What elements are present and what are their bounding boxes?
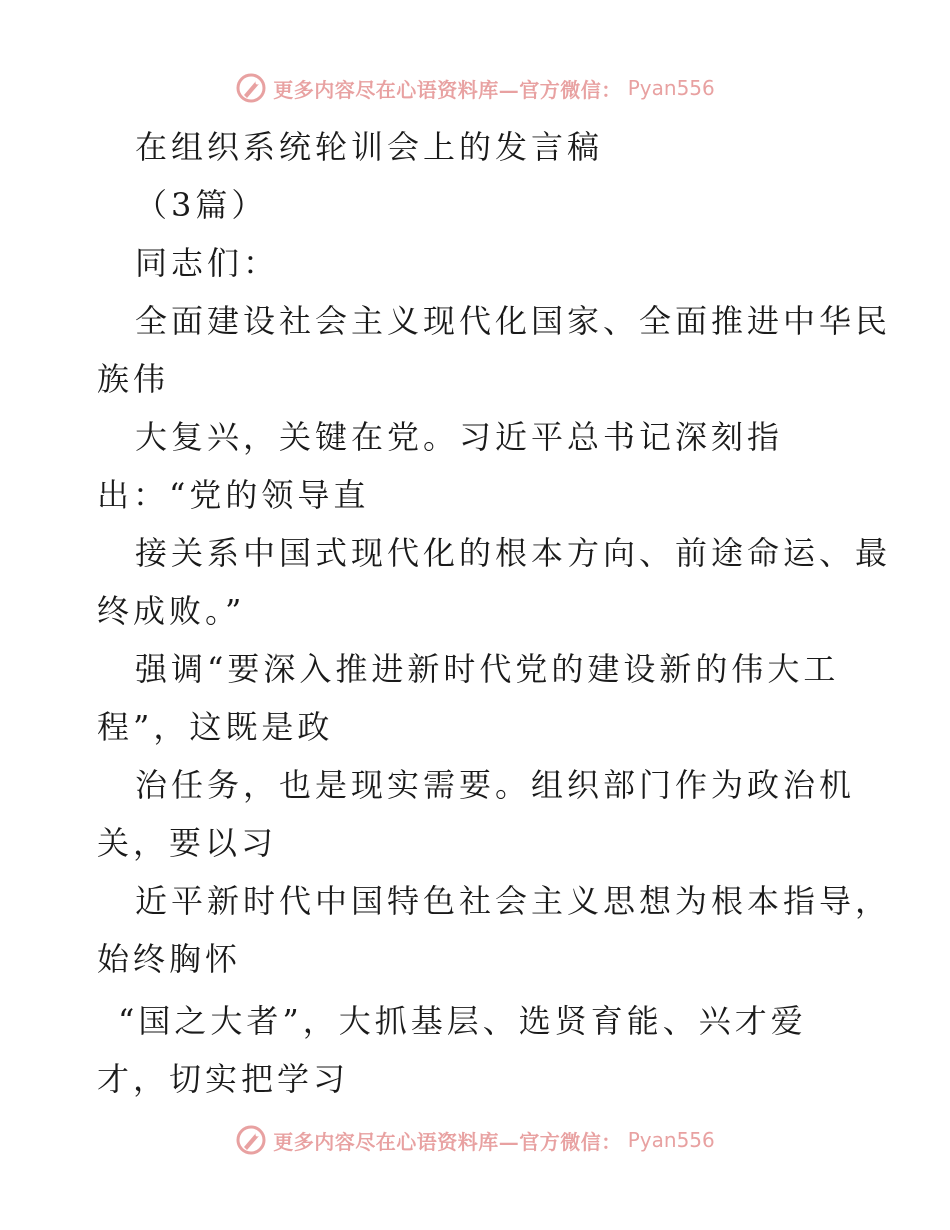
paragraph-line: 大复兴，关键在党。习近平总书记深刻指 — [135, 418, 784, 456]
pen-logo-icon — [235, 1124, 267, 1156]
watermark-wechat-id: Pyan556 — [627, 76, 715, 100]
footer-watermark — [0, 1120, 950, 1160]
paragraph-line: 才，切实把学习 — [97, 1060, 350, 1098]
salutation: 同志们： — [135, 244, 280, 282]
watermark-text: 更多内容尽在心语资料库—官方微信： — [273, 77, 622, 102]
document-title: 在组织系统轮训会上的发言稿 — [135, 128, 604, 166]
paragraph-line: 终成败。” — [97, 592, 246, 630]
watermark-wechat-id: Pyan556 — [627, 1128, 715, 1152]
paragraph-line: 近平新时代中国特色社会主义思想为根本指导， — [135, 882, 892, 920]
paragraph-line: “国之大者”，大抓基层、选贤育能、兴才爱 — [118, 1002, 807, 1040]
paragraph-line: 强调“要深入推进新时代党的建设新的伟大工 — [135, 650, 840, 688]
paragraph-line: 接关系中国式现代化的根本方向、前途命运、最 — [135, 534, 892, 572]
paragraph-line: 全面建设社会主义现代化国家、全面推进中华民 — [135, 302, 892, 340]
watermark-text: 更多内容尽在心语资料库—官方微信： — [273, 1129, 622, 1154]
paragraph-line: 关，要以习 — [97, 824, 278, 862]
paragraph-line: 始终胸怀 — [97, 940, 242, 978]
document-subtitle: （3篇） — [135, 186, 268, 224]
paragraph-line: 治任务，也是现实需要。组织部门作为政治机 — [135, 766, 856, 804]
paragraph-line: 出：“党的领导直 — [97, 476, 370, 514]
paragraph-line: 程”，这既是政 — [97, 708, 334, 746]
paragraph-line: 族伟 — [97, 360, 170, 398]
